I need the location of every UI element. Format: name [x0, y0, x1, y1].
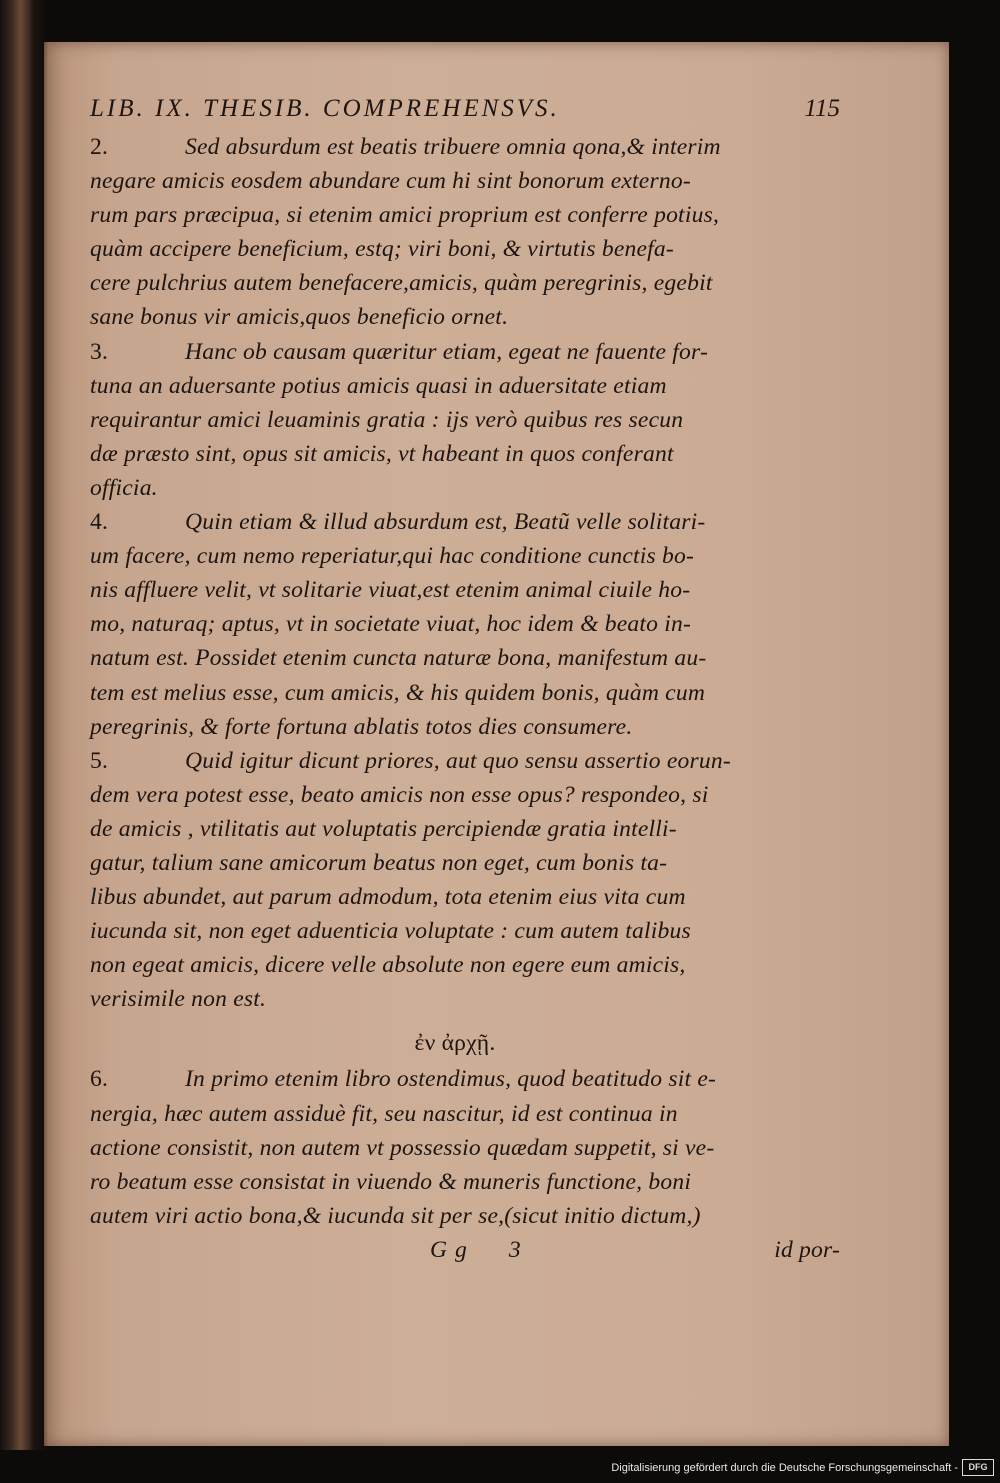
text-line: 3. Hanc ob causam quæritur etiam, egeat ne fauente for-: [90, 335, 840, 369]
text-line: requirantur amici leuaminis gratia : ijs verò quibus res secun: [90, 406, 684, 433]
text-line: ro beatum esse consistat in viuendo & muneris functione, boni: [90, 1168, 692, 1195]
text-line: tuna an aduersante potius amicis quasi in aduersitate etiam: [90, 372, 667, 399]
text-line: 5. Quid igitur dicunt priores, aut quo sensu assertio eorun-: [90, 744, 840, 778]
text-line: officia.: [90, 474, 158, 501]
text-line: actione consistit, non autem vt possessio quædam suppetit, si ve-: [90, 1134, 715, 1161]
text-line: tem est melius esse, cum amicis, & his quidem bonis, quàm cum: [90, 679, 706, 706]
text-line: mo, naturaq; aptus, vt in societate viuat, hoc idem & beato in-: [90, 611, 692, 638]
text-line: natum est. Possidet etenim cuncta naturæ bona, manifestum au-: [90, 645, 707, 672]
book-edge: [0, 0, 34, 1450]
text-line: gatur, talium sane amicorum beatus non eget, cum bonis ta-: [90, 849, 668, 876]
paragraph-number: 2.: [90, 134, 109, 160]
running-header: [90, 92, 840, 126]
text-line: 2. Sed absurdum est beatis tribuere omnia qona,& interim: [90, 130, 840, 164]
text-line: dem vera potest esse, beato amicis non esse opus? respondeo, si: [90, 781, 709, 808]
text-line: quàm accipere beneficium, estq; viri boni, & virtutis benefa-: [90, 236, 674, 263]
running-title: LIB. IX. THESIB. COMPREHENSVS.: [90, 95, 560, 122]
text-line: peregrinis, & forte fortuna ablatis totos dies consumere.: [90, 713, 633, 740]
text-line: 4. Quin etiam & illud absurdum est, Beatũ velle solitari-: [90, 505, 840, 539]
paragraph-6: [90, 1062, 840, 1232]
paragraph-number: 5.: [90, 747, 109, 774]
paragraph-2: [90, 130, 840, 335]
text-line: libus abundet, aut parum admodum, tota etenim eius vita cum: [90, 884, 686, 911]
paragraph-3: [90, 335, 840, 505]
paragraph-number: 3.: [90, 338, 109, 365]
page-number: 115: [804, 95, 840, 122]
text-line: cere pulchrius autem benefacere,amicis, quàm peregrinis, egebit: [90, 270, 713, 297]
text-line: negare amicis eosdem abundare cum hi sint bonorum externo-: [90, 168, 691, 195]
paragraph-5: [90, 744, 840, 1017]
text-line: nis affluere velit, vt solitarie viuat,est etenim animal ciuile ho-: [90, 577, 691, 604]
binding-shadow: [34, 0, 48, 1450]
text-line: non egeat amicis, dicere velle absolute non egere eum amicis,: [90, 952, 686, 979]
text-line: nergia, hæc autem assiduè fit, seu nascitur, id est continua in: [90, 1100, 678, 1127]
text-line: verisimile non est.: [90, 986, 267, 1013]
attribution-text: Digitalisierung gefördert durch die Deutsche Forschungsgemeinschaft -: [611, 1462, 958, 1474]
paragraph-4: [90, 505, 840, 744]
catchword: id por-: [774, 1236, 840, 1263]
signature-mark: Gg: [430, 1236, 475, 1263]
text-line: 6. In primo etenim libro ostendimus, quod beatitudo sit e-: [90, 1062, 840, 1096]
dfg-logo: DFG: [962, 1459, 994, 1476]
signature-number: 3: [508, 1236, 521, 1263]
greek-heading: ἐν ἀρχῇ.: [414, 1030, 496, 1057]
text-line: dæ præsto sint, opus sit amicis, vt habeant in quos conferant: [90, 440, 674, 467]
paragraph-number: 4.: [90, 509, 109, 536]
page-footer: [90, 1233, 840, 1267]
text-line: autem viri actio bona,& iucunda sit per se,(sicut initio dictum,): [90, 1202, 701, 1229]
text-line: um facere, cum nemo reperiatur,qui hac conditione cunctis bo-: [90, 543, 695, 570]
text-line: rum pars præcipua, si etenim amici proprium est conferre potius,: [90, 202, 720, 229]
text-line: de amicis , vtilitatis aut voluptatis percipiendæ gratia intelli-: [90, 815, 677, 842]
paragraph-number: 6.: [90, 1066, 109, 1093]
text-line: sane bonus vir amicis,quos beneficio ornet.: [90, 304, 509, 331]
page-text: [90, 92, 840, 1267]
text-line: iucunda sit, non eget aduenticia voluptate : cum autem talibus: [90, 918, 691, 945]
